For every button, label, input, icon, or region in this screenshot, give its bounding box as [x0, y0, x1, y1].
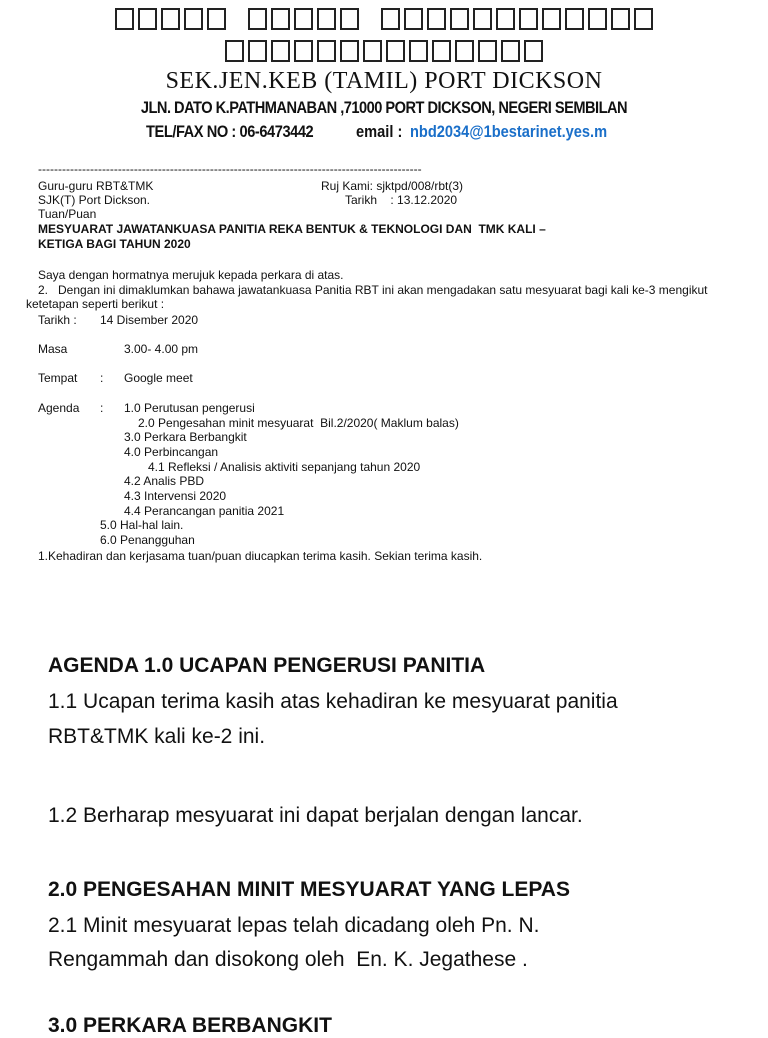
minute-item-1-2: 1.2 Berharap mesyuarat ini dapat berjalan dengan lancar. [48, 804, 583, 827]
subject-line-2: KETIGA BAGI TAHUN 2020 [38, 237, 191, 251]
agenda-label: Agenda [38, 401, 80, 415]
school-name: SEK.JEN.KEB (TAMIL) PORT DICKSON [165, 68, 603, 94]
email-link[interactable]: nbd2034@1bestarinet.yes.m [410, 122, 608, 141]
masa-value: 3.00- 4.00 pm [124, 342, 199, 356]
agenda-item: 4.2 Analis PBD [124, 474, 205, 488]
unrendered-title-row-2 [0, 40, 768, 64]
tarikh-label: Tarikh : [38, 313, 77, 327]
tempat-value: Google meet [124, 371, 193, 385]
agenda-colon: : [100, 401, 104, 415]
minute-item-2-1-cont: Rengammah dan disokong oleh En. K. Jegathese . [48, 948, 528, 971]
tempat-label: Tempat [38, 371, 78, 385]
reference-number: Ruj Kami: sjktpd/008/rbt(3) [321, 179, 464, 193]
tempat-colon: : [100, 371, 104, 385]
recipient-line-1: Guru-guru RBT&TMK [38, 179, 154, 193]
agenda-item: 4.3 Intervensi 2020 [124, 489, 227, 503]
minute-item-1-1: 1.1 Ucapan terima kasih atas kehadiran ke mesyuarat panitia [48, 690, 618, 713]
section-heading-1: AGENDA 1.0 UCAPAN PENGERUSI PANITIA [48, 654, 486, 677]
agenda-item: 1.0 Perutusan pengerusi [124, 401, 255, 415]
masa-label: Masa [38, 342, 68, 356]
agenda-item: 4.4 Perancangan panitia 2021 [124, 504, 285, 518]
notice-paragraph-line-2: ketetapan seperti berikut : [26, 297, 165, 311]
unrendered-title-glyphs [0, 8, 768, 68]
agenda-item: 3.0 Perkara Berbangkit [124, 430, 247, 444]
tarikh-value: 14 Disember 2020 [100, 313, 199, 327]
telfax-number: TEL/FAX NO : 06-6473442 [146, 122, 314, 141]
intro-paragraph: Saya dengan hormatnya merujuk kepada perkara di atas. [38, 268, 344, 282]
salutation: Tuan/Puan [38, 207, 97, 221]
agenda-item: 6.0 Penangguhan [100, 533, 195, 547]
minute-item-2-1: 2.1 Minit mesyuarat lepas telah dicadang oleh Pn. N. [48, 914, 540, 937]
separator-line: ------------------------------------------------------------------------------------------------ [38, 162, 422, 176]
agenda-item: 4.1 Refleksi / Analisis aktiviti sepanjang tahun 2020 [148, 460, 421, 474]
letter-date: Tarikh : 13.12.2020 [345, 193, 458, 207]
subject-line-1: MESYUARAT JAWATANKUASA PANITIA REKA BENTUK & TEKNOLOGI DAN TMK KALI – [38, 222, 546, 236]
agenda-item: 4.0 Perbincangan [124, 445, 219, 459]
agenda-item: 5.0 Hal-hal lain. [100, 518, 184, 532]
minute-item-1-1-cont: RBT&TMK kali ke-2 ini. [48, 725, 266, 748]
section-heading-2: 2.0 PENGESAHAN MINIT MESYUARAT YANG LEPAS [48, 878, 570, 901]
recipient-line-2: SJK(T) Port Dickson. [38, 193, 151, 207]
school-address: JLN. DATO K.PATHMANABAN ,71000 PORT DICKSON, NEGERI SEMBILAN [140, 98, 628, 117]
email-label: email : [356, 122, 403, 141]
unrendered-title-row-1 [0, 8, 768, 32]
closing-line: 1.Kehadiran dan kerjasama tuan/puan diucapkan terima kasih. Sekian terima kasih. [38, 549, 483, 563]
section-heading-3: 3.0 PERKARA BERBANGKIT [48, 1014, 332, 1037]
agenda-item: 2.0 Pengesahan minit mesyuarat Bil.2/2020( Maklum balas) [138, 416, 459, 430]
notice-paragraph-line-1: 2. Dengan ini dimaklumkan bahawa jawatankuasa Panitia RBT ini akan mengadakan satu mesyuarat bagi kali ke-3 mengikut [38, 283, 708, 297]
